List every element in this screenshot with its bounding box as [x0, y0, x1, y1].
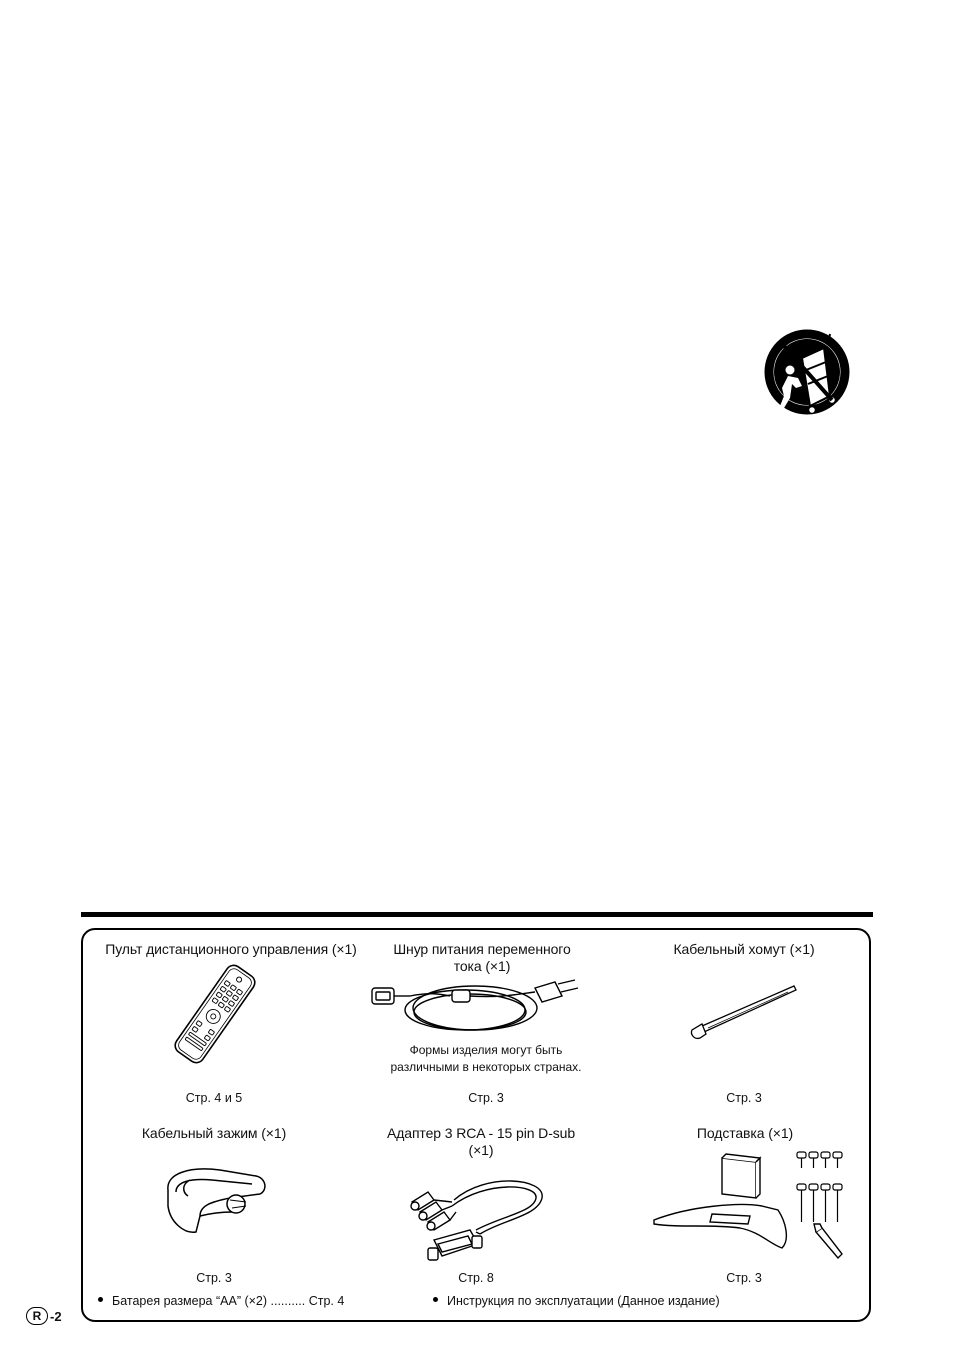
remote-title: Пульт дистанционного управления (×1) — [105, 941, 357, 957]
cart-warning-icon — [762, 326, 852, 418]
adapter-title-2: (×1) — [468, 1142, 494, 1158]
adapter-title-1: Адаптер 3 RCA - 15 pin D-sub — [386, 1125, 576, 1141]
cable-clamp-page: Стр. 3 — [196, 1271, 232, 1285]
cable-clamp-title: Кабельный зажим (×1) — [141, 1125, 287, 1141]
cable-tie-icon — [688, 982, 800, 1042]
power-cord-title-1: Шнур питания переменного — [393, 941, 571, 957]
rca-adapter-icon — [406, 1172, 548, 1268]
power-cord-title-2: тока (×1) — [453, 958, 511, 974]
bullet-dot — [98, 1297, 103, 1302]
cable-tie-page: Стр. 3 — [726, 1091, 762, 1105]
remote-page: Стр. 4 и 5 — [185, 1091, 243, 1105]
power-cord-icon — [370, 978, 585, 1040]
cable-clamp-icon — [160, 1162, 272, 1238]
battery-bullet — [98, 1294, 344, 1308]
power-cord-note-1: Формы изделия могут быть — [409, 1043, 563, 1057]
manual-bullet — [433, 1294, 720, 1308]
page-marker-number: -2 — [50, 1308, 62, 1324]
adapter-page: Стр. 8 — [458, 1271, 494, 1285]
stand-title: Подставка (×1) — [696, 1125, 794, 1141]
cable-tie-title: Кабельный хомут (×1) — [673, 941, 815, 957]
stand-icon — [650, 1148, 846, 1264]
power-cord-page: Стр. 3 — [468, 1091, 504, 1105]
battery-text: Батарея размера “АА” (×2) .......... Стр. 4 — [112, 1294, 345, 1308]
power-cord-note-2: различными в некоторых странах. — [390, 1060, 582, 1074]
bullet-dot — [433, 1297, 438, 1302]
stand-page: Стр. 3 — [726, 1271, 762, 1285]
manual-text: Инструкция по эксплуатации (Данное издание) — [447, 1294, 720, 1308]
remote-control-icon — [165, 962, 265, 1066]
section-rule — [81, 912, 873, 917]
page-marker-letter: R — [26, 1307, 48, 1325]
page-marker — [26, 1306, 62, 1326]
